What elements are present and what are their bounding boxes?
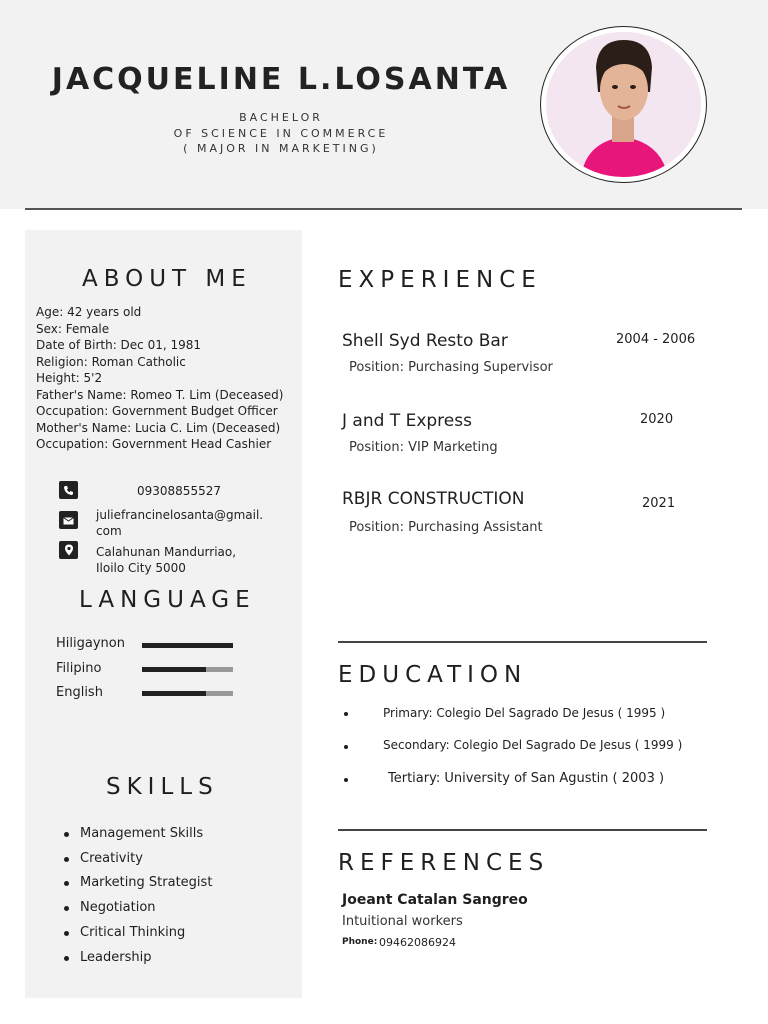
references-heading: REFERENCES — [338, 850, 550, 876]
education-item: Secondary: Colegio Del Sagrado De Jesus ( 1999 ) — [383, 738, 683, 752]
education-divider — [338, 829, 707, 831]
language-label-filipino: Filipino — [56, 661, 102, 676]
education-item: Primary: Colegio Del Sagrado De Jesus ( 1995 ) — [383, 706, 666, 720]
reference-phone-label: Phone: — [342, 937, 378, 947]
skill-item: Critical Thinking — [62, 921, 212, 946]
degree-line-3: ( MAJOR IN MARKETING) — [183, 142, 379, 155]
contact-address-line-1: Calahunan Mandurriao, — [96, 545, 237, 559]
portrait-illustration — [546, 32, 701, 177]
experience-heading: EXPERIENCE — [338, 267, 542, 293]
skill-item: Negotiation — [62, 896, 212, 921]
degree-line-2: OF SCIENCE IN COMMERCE — [173, 127, 389, 140]
about-me-details — [36, 304, 306, 453]
contact-email-line-1: juliefrancinelosanta@gmail. — [96, 508, 264, 522]
about-religion: Religion: Roman Catholic — [36, 354, 186, 369]
about-age: Age: 42 years old — [36, 305, 142, 319]
contact-phone: 09308855527 — [137, 484, 221, 498]
language-level-fill — [142, 667, 206, 672]
profile-photo — [546, 32, 701, 177]
contact-address-line-2: Iloilo City 5000 — [96, 561, 186, 575]
education-item: Tertiary: University of San Agustin ( 2003 ) — [388, 771, 665, 786]
about-me-heading: ABOUT ME — [82, 266, 252, 292]
job-position: Position: Purchasing Supervisor — [349, 360, 553, 375]
bullet-icon — [344, 778, 348, 782]
language-heading: LANGUAGE — [79, 587, 256, 613]
header-divider — [25, 208, 742, 210]
job-position: Position: VIP Marketing — [349, 440, 498, 455]
about-father-occupation: Occupation: Government Budget Officer — [36, 404, 278, 418]
education-heading: EDUCATION — [338, 662, 528, 688]
skills-heading: SKILLS — [106, 774, 219, 800]
location-icon — [59, 541, 78, 559]
candidate-name: JACQUELINE L.LOSANTA — [51, 62, 511, 97]
skill-item: Marketing Strategist — [62, 871, 212, 896]
language-label-english: English — [56, 685, 103, 700]
about-sex: Sex: Female — [36, 321, 110, 336]
language-level-fill — [142, 643, 233, 648]
skills-list — [62, 822, 212, 970]
language-level-bar-english — [142, 691, 233, 696]
job-years: 2021 — [642, 496, 676, 511]
bullet-icon — [344, 745, 348, 749]
job-company: J and T Express — [342, 411, 472, 431]
job-company: Shell Syd Resto Bar — [342, 331, 508, 351]
job-years: 2004 - 2006 — [616, 332, 696, 347]
about-mother: Mother's Name: Lucia C. Lim (Deceased) — [36, 420, 281, 435]
language-label-hiligaynon: Hiligaynon — [56, 636, 125, 651]
reference-name: Joeant Catalan Sangreo — [342, 892, 528, 908]
reference-phone: 09462086924 — [379, 936, 456, 949]
reference-role: Intuitional workers — [342, 914, 463, 929]
about-birthdate: Date of Birth: Dec 01, 1981 — [36, 338, 202, 352]
about-height: Height: 5'2 — [36, 371, 103, 385]
job-position: Position: Purchasing Assistant — [349, 520, 543, 535]
contact-email — [96, 507, 263, 539]
phone-icon — [59, 481, 78, 499]
bullet-icon — [344, 712, 348, 716]
skill-item: Leadership — [62, 946, 212, 971]
about-mother-occupation: Occupation: Government Head Cashier — [36, 437, 272, 451]
language-level-bar-hiligaynon — [142, 643, 233, 648]
email-icon — [59, 511, 78, 529]
experience-divider — [338, 641, 707, 643]
about-father: Father's Name: Romeo T. Lim (Deceased) — [36, 387, 284, 402]
contact-email-line-2: com — [96, 524, 122, 538]
contact-address — [96, 544, 236, 576]
job-company: RBJR CONSTRUCTION — [342, 489, 525, 509]
language-level-fill — [142, 691, 206, 696]
degree-line-1: BACHELOR — [239, 111, 323, 124]
skill-item: Creativity — [62, 847, 212, 872]
skill-item: Management Skills — [62, 822, 212, 847]
job-years: 2020 — [640, 412, 674, 427]
language-level-bar-filipino — [142, 667, 233, 672]
